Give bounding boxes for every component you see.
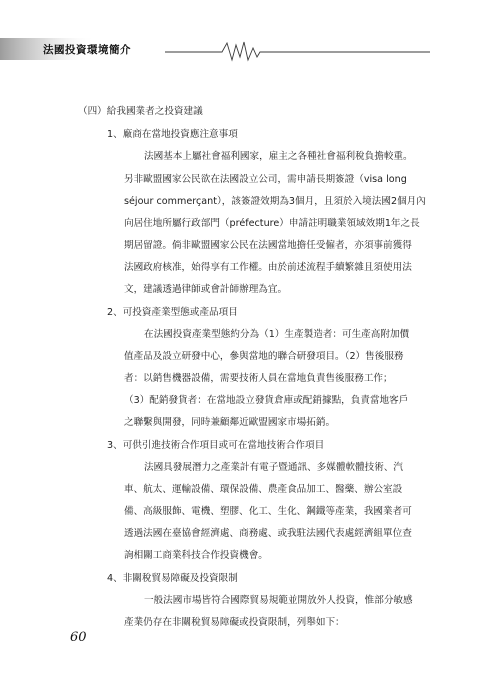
body-line: 者：以銷售機器設備，需要技術人員在當地負責售後服務工作； [124, 372, 393, 384]
section-heading: （四）給我國業者之投資建議 [78, 105, 203, 117]
body-line: 法國基本上屬社會福利國家，雇主之各種社會福利稅負擔較重。 [144, 150, 413, 162]
body-line: 一般法國市場皆符合國際貿易規範並開放外人投資，惟部分敏感 [144, 594, 413, 606]
item-heading-4: 4、非關稅貿易障礙及投資限制 [107, 572, 238, 584]
body-line: （3）配銷發貨者：在當地設立發貨倉庫或配銷據點，負責當地客戶 [124, 394, 409, 406]
body-line: séjour commerçant），該簽證效期為3個月，且須於入境法國2個月內 [124, 195, 426, 207]
body-line: 法國政府核准，始得享有工作權。由於前述流程手續繁雜且須使用法 [124, 261, 412, 273]
body-line: 向居住地所屬行政部門（préfecture）申請註明職業領域效期1年之長 [124, 217, 420, 229]
body-line: 期居留證。倘非歐盟國家公民在法國當地擔任受僱者，亦須事前獲得 [124, 239, 412, 251]
item-heading-2: 2、可投資產業型態或產品項目 [107, 306, 238, 318]
body-line: 法國具發展潛力之產業計有電子暨通訊、多媒體軟體技術、汽 [144, 461, 404, 473]
item-heading-3: 3、可供引進技術合作項目或可在當地技術合作項目 [107, 439, 325, 451]
item-heading-1: 1、廠商在當地投資應注意事項 [107, 128, 238, 140]
page-number: 60 [70, 630, 87, 645]
page-header-title: 法國投資環境簡介 [43, 44, 131, 56]
header-pulse-line [0, 38, 480, 64]
body-line: 詢相關工商業科技合作投資機會。 [124, 549, 268, 561]
body-line: 備、高級服飾、電機、塑膠、化工、生化、鋼鐵等產業，我國業者可 [124, 505, 412, 517]
body-line: 產業仍存在非關稅貿易障礙或投資限制，列舉如下： [124, 616, 345, 628]
body-line: 在法國投資產業型態約分為（1）生產製造者：可生產高附加價 [144, 328, 410, 340]
body-line: 另非歐盟國家公民欲在法國設立公司，需申請長期簽證（visa long [124, 173, 407, 185]
body-line: 透過法國在臺協會經濟處、商務處、或我駐法國代表處經濟組單位查 [124, 527, 412, 539]
body-line: 值產品及設立研發中心，參與當地的聯合研發項目。（2）售後服務 [124, 350, 404, 362]
body-line: 之聯繫與開發，同時兼顧鄰近歐盟國家市場拓銷。 [124, 416, 336, 428]
body-line: 文，建議透過律師或會計師辦理為宜。 [124, 283, 288, 295]
body-line: 車、航太、運輸設備、環保設備、農產食品加工、醫藥、辦公室設 [124, 483, 403, 495]
